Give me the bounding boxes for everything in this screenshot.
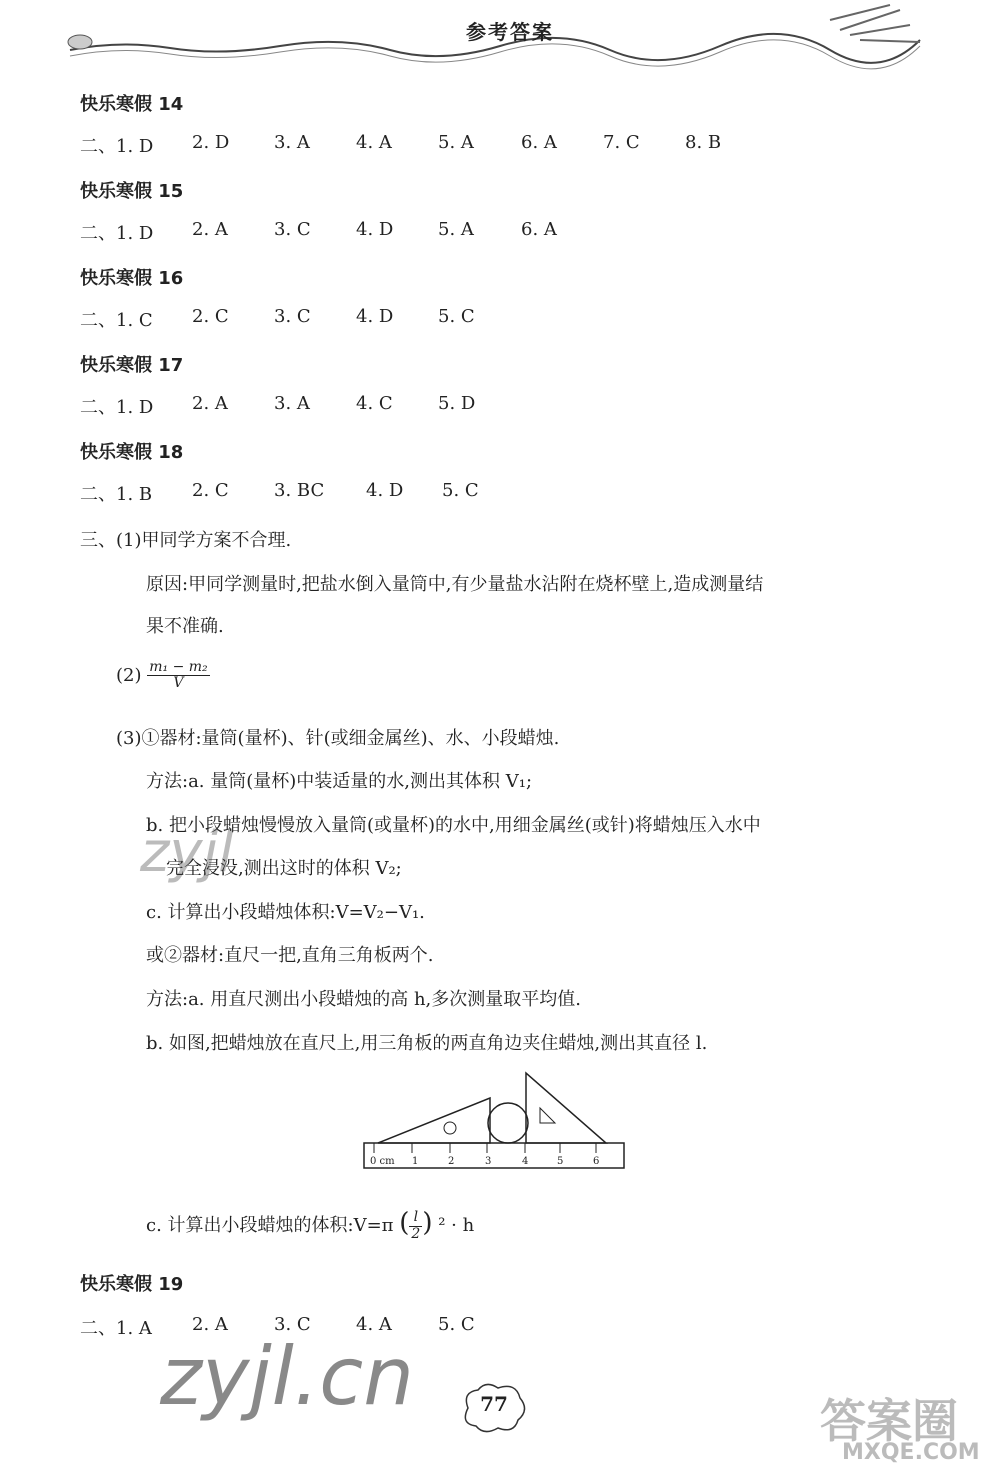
answer-item: 二、1. C	[80, 310, 153, 331]
q1-reason: 原因:甲同学测量时,把盐水倒入量筒中,有少量盐水沾附在烧杯壁上,造成测量结	[146, 574, 764, 595]
answer-item: 4. D	[366, 480, 404, 501]
section-title-18: 快乐寒假 18	[80, 442, 184, 463]
answer-item: 二、1. A	[80, 1318, 152, 1339]
answer-item: 5. D	[438, 393, 476, 414]
watermark-zyjl-cn: zyjl.cn	[160, 1330, 414, 1423]
q3-method-b: b. 把小段蜡烛慢慢放入量筒(或量杯)的水中,用细金属丝(或针)将蜡烛压入水中	[146, 815, 761, 836]
volume-prefix: c. 计算出小段蜡烛的体积:V=π	[146, 1215, 394, 1236]
answer-item: 二、1. B	[80, 484, 153, 505]
volume-denominator: 2	[411, 1225, 421, 1242]
q3-method-b-cont: 完全浸没,测出这时的体积 V₂;	[166, 858, 402, 879]
answer-item: 3. C	[274, 219, 311, 240]
page-number-badge	[458, 1378, 530, 1436]
q2-prefix: (2)	[116, 664, 142, 686]
ruler-body	[364, 1143, 624, 1168]
answer-item: 2. A	[192, 1314, 228, 1335]
answer-item: 6. A	[521, 132, 557, 153]
answer-item: 5. C	[438, 1314, 475, 1335]
q3-alt-materials: 或②器材:直尺一把,直角三角板两个.	[146, 945, 434, 966]
q3-alt-method-c: c. 计算出小段蜡烛的体积:V=π ( $\frac{l}{2}$ ) ² · h	[146, 1208, 475, 1242]
ruler-tick: 4	[522, 1156, 529, 1167]
answer-item: 3. C	[274, 1314, 311, 1335]
answer-item: 5. C	[442, 480, 479, 501]
answer-item: 二、1. D	[80, 223, 154, 244]
answer-item: 5. A	[438, 132, 474, 153]
section-title-14: 快乐寒假 14	[80, 94, 184, 115]
q2-line	[116, 660, 210, 692]
ruler-tick: 6	[593, 1156, 600, 1167]
answer-item: 3. A	[274, 393, 310, 414]
answer-item: 4. D	[356, 219, 394, 240]
volume-suffix: ² · h	[438, 1215, 475, 1236]
triangle-ruler-left	[378, 1098, 490, 1143]
page-number: 77	[480, 1392, 508, 1416]
volume-numerator: l	[409, 1210, 422, 1226]
answer-item: 4. D	[356, 306, 394, 327]
answer-item: 2. C	[192, 480, 229, 501]
answer-item: 6. A	[521, 219, 557, 240]
page-header	[60, 0, 960, 70]
q3-method-c: c. 计算出小段蜡烛体积:V=V₂−V₁.	[146, 902, 425, 923]
page-title: 参考答案	[466, 20, 554, 44]
q2-numerator: m₁ − m₂	[149, 659, 208, 675]
answer-item: 3. C	[274, 306, 311, 327]
section-title-17: 快乐寒假 17	[80, 355, 184, 376]
volume-fraction	[409, 1210, 422, 1242]
q3-alt-method-b: b. 如图,把蜡烛放在直尺上,用三角板的两直角边夹住蜡烛,测出其直径 l.	[146, 1033, 708, 1054]
answer-item: 4. C	[356, 393, 393, 414]
watermark-mxqe: MXQE.COM	[842, 1440, 980, 1465]
answer-item: 8. B	[685, 132, 722, 153]
answer-item: 2. C	[192, 306, 229, 327]
watermark-zyjl: zyjl	[140, 820, 234, 885]
answer-item: 5. A	[438, 219, 474, 240]
triangle-ruler-right	[526, 1073, 606, 1143]
answer-item: 3. A	[274, 132, 310, 153]
triangle-hole	[444, 1122, 456, 1134]
section-title-19: 快乐寒假 19	[80, 1274, 184, 1295]
q1-reason-cont: 果不准确.	[146, 616, 224, 637]
section-title-16: 快乐寒假 16	[80, 268, 184, 289]
answer-item: 2. A	[192, 393, 228, 414]
ruler-tick: 2	[448, 1156, 455, 1167]
q2-fraction	[147, 660, 209, 692]
q3-materials: (3)①器材:量筒(量杯)、针(或细金属丝)、水、小段蜡烛.	[116, 728, 560, 749]
candle-circle	[488, 1103, 528, 1143]
ruler-tick: 0 cm	[370, 1156, 395, 1167]
triangle-inner	[540, 1108, 555, 1123]
answer-item: 7. C	[603, 132, 640, 153]
answer-item: 2. D	[192, 132, 230, 153]
q3-alt-method-a: 方法:a. 用直尺测出小段蜡烛的高 h,多次测量取平均值.	[146, 989, 581, 1010]
answer-item: 二、1. D	[80, 397, 154, 418]
answer-item: 5. C	[438, 306, 475, 327]
answer-item: 2. A	[192, 219, 228, 240]
q2-denominator: V	[173, 675, 184, 692]
section-title-15: 快乐寒假 15	[80, 181, 184, 202]
ruler-tick: 5	[557, 1156, 564, 1167]
answer-item: 4. A	[356, 1314, 392, 1335]
answer-item: 二、1. D	[80, 136, 154, 157]
ruler-tick: 1	[412, 1156, 419, 1167]
ruler-diagram	[360, 1068, 630, 1174]
ruler-tick: 3	[485, 1156, 492, 1167]
answer-item: 4. A	[356, 132, 392, 153]
watermark-daanquan: 答案圈	[820, 1394, 958, 1448]
q1-line: 三、(1)甲同学方案不合理.	[80, 530, 292, 551]
q3-method-a: 方法:a. 量筒(量杯)中装适量的水,测出其体积 V₁;	[146, 771, 533, 792]
answer-item: 3. BC	[274, 480, 325, 501]
